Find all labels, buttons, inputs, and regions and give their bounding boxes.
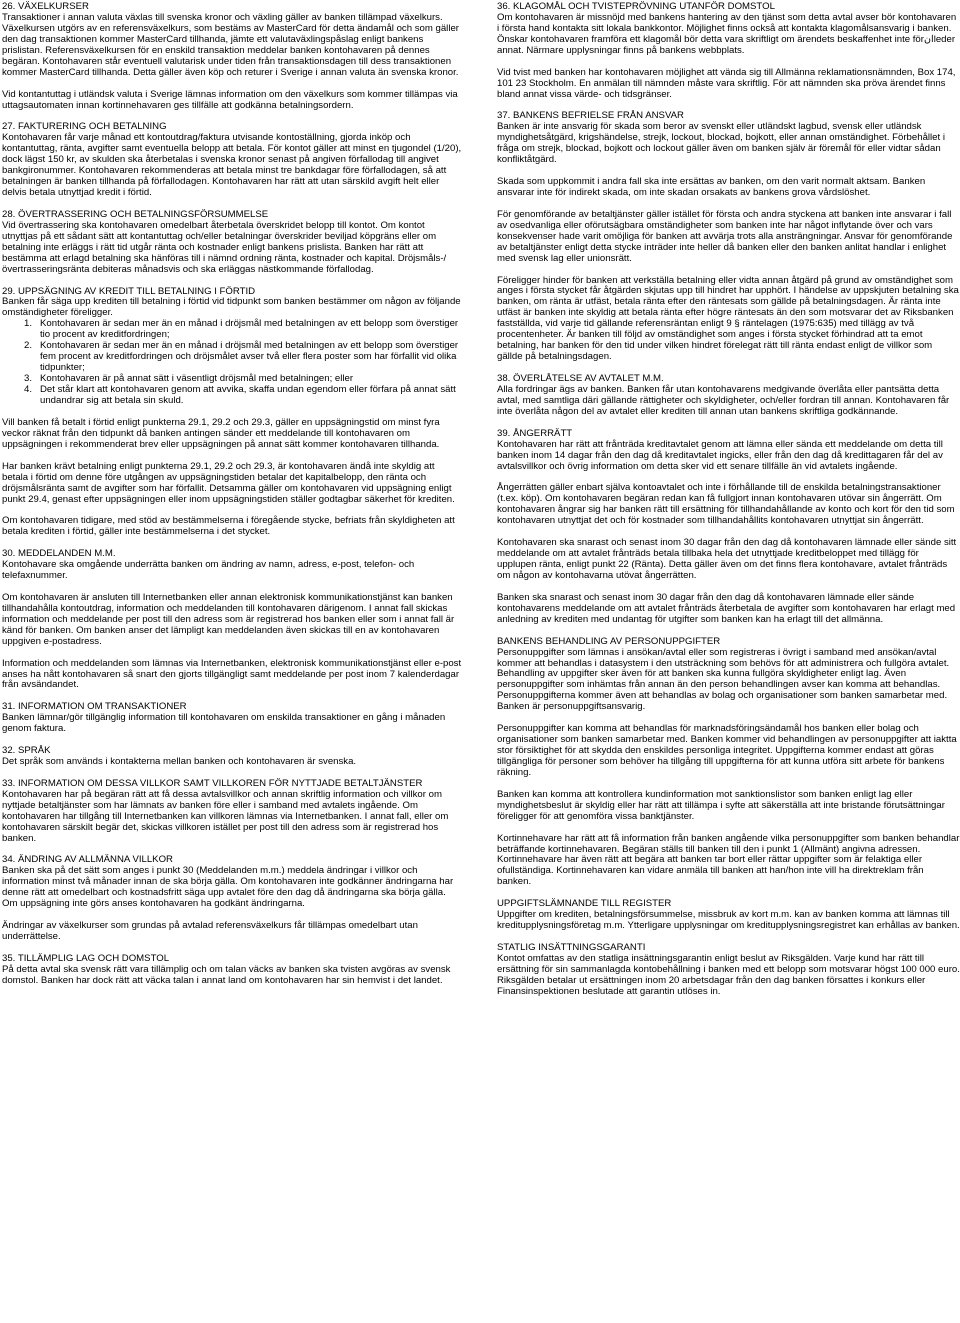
section-paragraph: Vid kontantuttag i utländsk valuta i Sverige lämnas information om den växelkurs som kommer tillämpas via uttagsautomaten innan kortinnehavaren ges tillfälle att godkänna betalningsordern. — [2, 88, 458, 111]
section-paragraph: Skada som uppkommit i andra fall ska inte ersättas av banken, om den varit normalt aktsam. Banken ansvarar inte för indirekt skada, om inte skadan orsakats av bankens grova vårdslöshet. — [497, 176, 926, 199]
section-paragraph: Vid övertrassering ska kontohavaren omedelbart återbetala överskridet belopp till kontot. Om kontot utnyttjas på ett sådant sätt att kontantuttag och/eller betalningar överskrider beviljad köpgräns eller om betalning inte erläggs i rätt tid utgår ränta och kostnader enligt bankens prislista. Banken har rätt att bestämma att erlagd betalning ska hänföras till i nämnd ordning ränta, kostnader och kapital. Dröjsmåls-/övertrasseringsränta debiteras månadsvis och ska erläggas nästkommande förfallodag. — [2, 219, 447, 275]
section-39-angerratt — [497, 429, 960, 626]
list-item — [2, 385, 462, 407]
section-paragraph: Kortinnehavare har rätt att få information från banken angående vilka personuppgifter som banken behandlar beträffande kortinnehavaren. Begäran ställs till banken till den i punkt 1 (Allmänt) angivna adressen. Kortinnehavare har även rätt att begära att banken tar bort eller rättar uppgifter som är felaktiga eller ofullständiga. Kortinnehavaren kan vidare anmäla till banken att han/hon inte vill ha direktreklam från banken. — [497, 832, 960, 888]
section-heading: 32. SPRÅK — [2, 745, 51, 757]
list-item-number: 2. — [23, 340, 32, 352]
section-paragraph: Det språk som används i kontakterna mellan banken och kontohavaren är svenska. — [2, 756, 357, 768]
section-heading: 39. ÅNGERRÄTT — [497, 427, 573, 439]
section-paragraph: Banken kan komma att kontrollera kundinformation mot sanktionslistor som banken enligt lag eller myndighetsbeslut är skyldig eller har rätt att tillämpa i syfte att säkerställa att inte bristande förutsättningar föreligger för att genomföra vissa banktjänster. — [497, 788, 945, 822]
section-heading: 33. INFORMATION OM DESSA VILLKOR SAMT VILLKOREN FÖR NYTTJADE BETALTJÄNSTER — [2, 777, 423, 789]
section-paragraph: Alla fordringar ägs av banken. Banken får utan kontohavarens medgivande överlåta eller pantsätta detta avtal, med samtliga däri gällande rättigheter och skyldigheter, och/eller fordran till annan. Kontohavaren får inte överlåta någon del av avtalet eller krediten till annan utan bankens skriftliga godkännande. — [497, 383, 950, 417]
section-paragraph: Ångerrätten gäller enbart själva kontoavtalet och inte i förhållande till de enskilda betalningstransaktioner (t.ex. köp). Om kontohavaren begäran redan kan få fullgjort innan kontohavaren utövar sin ångerrätt. Om kontohavaren ångrar sig har banken rätt till ersättning för tillhandahållande av konto och kort för den tid som kontohavaren utnyttjat det och för kostnader som tillhandahållits kontohavaren utnyttjat sin ångerrätt. — [497, 482, 955, 527]
section-paragraph: Om kontohavaren är ansluten till Internetbanken eller annan elektronisk kommunikationstjänst kan banken tillhandahålla kontoutdrag, information och meddelanden till kontohavaren därigenom. I annat fall skickas information och meddelande per post till den adress som är registrerad hos banken eller som i annat fall är känd för banken. Om banken anser det lämpligt kan meddelanden även skickas till en av kontohavaren uppgiven e-postadress. — [2, 591, 455, 647]
list-item-text: Det står klart att kontohavaren genom att avvika, skaffa undan egendom eller förfara på annat sätt undandrar sig att betala sin skuld. — [40, 384, 456, 407]
left-column — [2, 2, 462, 998]
list-item-number: 4. — [23, 384, 32, 396]
section-paragraph: Transaktioner i annan valuta växlas till svenska kronor och växling gäller av banken tillämpad växelkurs. Växelkursen utgörs av en referensväxelkurs, som bestäms av MasterCard för detta ändamål och som gäller den dag transaktionen kommer MasterCard tillhanda, jämte ett valutaväxlingspåslag enligt bankens prislistan. Referensväxelkursen för en enskild transaktion meddelar banken kontohavaren på dennes begäran. Kontohavaren står eventuell valutarisk under tiden från transaktionsdagen till dess transaktionen kommer MasterCard tillhanda. Detta gäller även köp och returer i Sverige i annan valuta än svenska kronor. — [2, 11, 459, 78]
section-paragraph: Uppgifter om krediten, betalningsförsummelse, missbruk av kort m.m. kan av banken komma att lämnas till kreditupplysningsföretag m.m. Ytterligare upplysningar om kreditupplysningsregistret kan erhållas av banken. — [497, 909, 960, 932]
section-paragraph: Personuppgifter kan komma att behandlas för marknadsföringsändamål hos banken eller bolag och organisationer som banken samarbetar med. Banken kommer vid behandlingen av personuppgifter att iaktta stor försiktighet för att skydda den enskildes personliga integritet. Uppgifterna kommer endast att göras tillgängliga för personer som behöver ha tillgång till uppgifterna för att kunna utföra sitt arbete för bankens räkning. — [497, 723, 957, 778]
section-heading: 28. ÖVERTRASSERING OCH BETALNINGSFÖRSUMMELSE — [2, 208, 269, 220]
section-paragraph: Kontot omfattas av den statliga insättningsgarantin enligt beslut av Riksgälden. Varje kund har rätt till ersättning för sin sammanlagda kontobehållning i banken med ett belopp som motsvarar högst 100 000 euro. Riksgälden betalar ut ersättningen inom 20 arbetsdagar från den dag banken försattes i konkurs eller Finansinspektionen beslutade att garantin utlöses in. — [497, 952, 960, 997]
section-heading: BANKENS BEHANDLING AV PERSONUPPGIFTER — [497, 635, 721, 647]
section-heading: 29. UPPSÄGNING AV KREDIT TILL BETALNING I FÖRTID — [2, 285, 256, 297]
list-item-number: 3. — [23, 373, 32, 385]
section-heading: 27. FAKTURERING OCH BETALNING — [2, 121, 167, 133]
section-paragraph: Kontohavare ska omgående underrätta banken om ändring av namn, adress, e-post, telefon- och telefaxnummer. — [2, 559, 415, 582]
section-36-klagomal — [497, 2, 960, 101]
section-heading: 36. KLAGOMÅL OCH TVISTEPRÖVNING UTANFÖR DOMSTOL — [497, 1, 775, 12]
section-30-meddelanden — [2, 549, 462, 691]
section-33-information-villkor — [2, 779, 462, 845]
section-paragraph: Banken ska på det sätt som anges i punkt 30 (Meddelanden m.m.) meddela ändringar i villkor och information minst två månader innan de ska börja gälla. Om kontohavaren inte godkänner ändringarna har denne rätt att omedelbart och kostnadsfritt säga upp avtalet före den dag då ändringarna ska börja gälla. Om uppsägning inte görs anses kontohavaren ha godkänt ändringarna. — [2, 865, 454, 910]
section-34-andring-villkor — [2, 855, 462, 943]
section-heading: UPPGIFTSLÄMNANDE TILL REGISTER — [497, 898, 672, 910]
section-paragraph: Om kontohavaren är missnöjd med bankens hantering av den tjänst som detta avtal avser bör kontohavaren i första hand kontakta sitt lokala bankkontor. Möjlighet finns också att kontakta klagomålsansvarig i banken. Önskar kontohavaren framföra ett klagomål bör detta vara skriftligt om ärendets beskaffenhet inte förانleder annat. Närmare upplysningar finns på bankens webbplats. — [497, 11, 957, 56]
section-31-information-transaktioner — [2, 702, 462, 735]
section-paragraph: Banken ska snarast och senast inom 30 dagar från den dag då kontohavaren lämnade eller sände kontohavarens meddelande om att avtalet frånträds återbetala de avgifter som kontohavaren har erlagt med anledning av krediten med undantag för utgifter som banken kan ha erlagt till det allmänna. — [497, 591, 956, 625]
right-column — [497, 2, 960, 1009]
section-insattningsgaranti — [497, 943, 960, 998]
list-item-text: Kontohavaren är på annat sätt i väsentligt dröjsmål med betalningen; eller — [40, 373, 354, 385]
section-paragraph: Föreligger hinder för banken att verkställa betalning eller vidta annan åtgärd på grund av omständighet som anges i första stycket får åtgärden skjutas upp till hindret har upphört. I händelse av uppskjuten betalning ska banken, om ränta är utfäst, betala ränta efter den räntesats som gällde på betalningsdagen. Är ränta inte utfäst är banken inte skyldig att betala ränta efter högre räntesats än den som motsvarar det av Riksbanken fastställda, vid varje tid gällande referensräntan enligt 9 § räntelagen (1975:635) med tillägg av två procentenheter. Är banken till följd av omständighet som anges i första stycket förhindrad att ta emot betalning, har banken för den tid under vilken hindret förelegat rätt till ränta endast enligt de villkor som gällde på betalningsdagen. — [497, 274, 959, 363]
list-item-text: Kontohavaren är sedan mer än en månad i dröjsmål med betalningen av ett belopp som överstiger fem procent av kreditfordringen och dröjsmålet avser två eller flera poster som har förfallit vid olika tidpunkter; — [40, 340, 459, 374]
section-38-overlatelse — [497, 374, 960, 418]
section-heading: 26. VÄXELKURSER — [2, 1, 89, 12]
section-paragraph: Banken är inte ansvarig för skada som beror av svenskt eller utländskt lagbud, svensk eller utländsk myndighetsåtgärd, krigshändelse, strejk, lockout, blockad, bojkott, eller annan omständighet. Förbehållet i fråga om strejk, blockad, bojkott och lockout gäller även om banken själv är föremål för eller vidtar sådan konfliktåtgärd. — [497, 121, 945, 166]
numbered-list — [2, 319, 462, 407]
section-intro: Banken får säga upp krediten till betalning i förtid vid tidpunkt som banken bestämmer om någon av följande omständigheter föreligger. — [2, 296, 461, 319]
section-paragraph: Kontohavaren har på begäran rätt att få dessa avtalsvillkor och annan skriftlig information och villkor om nyttjade betaltjänster som har lämnats av banken före eller i samband med avtalets ingående. Om kontohavaren har tillgång till Internetbanken kan villkoren lämnas via Internetbanken. I annat fall, eller om kontohavaren särskilt begär det, skickas villkoren istället per post till den adress som är registrerad hos banken. — [2, 788, 449, 844]
section-paragraph: Har banken krävt betalning enligt punkterna 29.1, 29.2 och 29.3, är kontohavaren ändå inte skyldig att betala i förtid om denne före utgången av uppsägningstiden betalar det kapitalbelopp, den ränta och dröjsmålsränta samt de avgifter som har förfallit. Detsamma gäller om kontohavaren vid uppsägning enligt punkt 29.4, genast efter uppsägningen eller inom uppsägningstiden ställer godtagbar säkerhet för krediten. — [2, 460, 455, 505]
section-28-overtrassering — [2, 210, 462, 276]
section-paragraph: Information och meddelanden som lämnas via Internetbanken, elektronisk kommunikationstjänst eller e-post anses ha nått kontohavaren så snart den gjorts tillgängligt samt meddelande per post inom 7 kalenderdagar från avsändandet. — [2, 657, 462, 691]
section-heading: 30. MEDDELANDEN M.M. — [2, 548, 116, 560]
list-item-text: Kontohavaren är sedan mer än en månad i dröjsmål med betalningen av ett belopp som överstiger tio procent av kreditfordringen; — [40, 318, 459, 341]
section-35-tillamplig-lag — [2, 954, 462, 987]
section-paragraph: Om kontohavaren tidigare, med stöd av bestämmelserna i föregående stycke, befriats från skyldigheten att betala krediten i förtid, gäller inte bestämmelserna i det stycket. — [2, 515, 455, 538]
section-paragraph: På detta avtal ska svensk rätt vara tillämplig och om talan väcks av banken ska tvisten avgöras av svensk domstol. Banken har dock rätt att väcka talan i annat land om kontohavaren har sin hemvist i det landet. — [2, 963, 451, 986]
section-uppgiftslamnande-register — [497, 899, 960, 932]
section-paragraph: Vid tvist med banken har kontohavaren möjlighet att vända sig till Allmänna reklamationsnämnden, Box 174, 101 23 Stockholm. En anmälan till nämnden måste vara skriftlig. För att nämnden ska pröva ärendet finns bland annat vissa värde- och tidsgränser. — [497, 66, 956, 100]
section-paragraph: Banken lämnar/gör tillgänglig information till kontohavaren om enskilda transaktioner en gång i månaden genom faktura. — [2, 712, 446, 735]
section-paragraph: Personuppgifter som lämnas i ansökan/avtal eller som registreras i övrigt i samband med ansökan/avtal kommer att behandlas i datasystem i den utsträckning som behövs för att administrera och fullgöra avtalet. Behandling av uppgifter sker även för att banken ska kunna fullgöra skyldigheter enligt lag. Även personuppgifter som inhämtas från annan än den person behandlingen avser kan komma att behandlas. Personuppgifterna kommer även att behandlas av bolag och organisationer som banken samarbetar med. Banken är personuppgiftsansvarig. — [497, 646, 950, 713]
section-heading: 35. TILLÄMPLIG LAG OCH DOMSTOL — [2, 952, 170, 964]
section-heading: 34. ÄNDRING AV ALLMÄNNA VILLKOR — [2, 854, 173, 866]
section-29-uppsagning — [2, 287, 462, 539]
section-heading: 38. ÖVERLÅTELSE AV AVTALET M.M. — [497, 373, 664, 385]
section-personuppgifter — [497, 637, 960, 889]
section-paragraph: Ändringar av växelkurser som grundas på avtalad referensväxelkurs får tillämpas omedelbart utan underrättelse. — [2, 920, 418, 943]
list-item-number: 1. — [23, 318, 32, 330]
section-27-fakturering — [2, 122, 462, 199]
section-heading: 31. INFORMATION OM TRANSAKTIONER — [2, 701, 187, 713]
section-32-sprak — [2, 746, 462, 768]
section-paragraph: Vill banken få betalt i förtid enligt punkterna 29.1, 29.2 och 29.3, gäller en uppsägningstid om minst fyra veckor räknat från den tidpunkt då banken antingen sänder ett meddelande till kontohavaren om uppsägningen i rekommenderat brev eller uppsägningen på annat sätt kommer kontohavaren tillhanda. — [2, 416, 440, 450]
section-37-befrielse-ansvar — [497, 111, 960, 363]
section-26-vaxelkurser — [2, 2, 462, 111]
section-paragraph: För genomförande av betaltjänster gäller istället för första och andra styckena att banken inte ansvarar i fall av osedvanliga eller oförutsägbara omständigheter som banken inte har något inflytande över och vars konsekvenser hade varit omöjliga för banken att avvärja trots alla ansträngningar. Ansvar för genomförande av betaltjänster enligt detta stycke inträder inte heller då banken eller den banken anlitat handlar i enlighet med svensk lag eller unionsrätt. — [497, 208, 953, 264]
section-heading: 37. BANKENS BEFRIELSE FRÅN ANSVAR — [497, 110, 684, 122]
section-paragraph: Kontohavaren ska snarast och senast inom 30 dagar från den dag då kontohavaren lämnade eller sände sitt meddelande om att avtalet frånträds betala tillbaka hela det utnyttjade kreditbeloppet med tillägg för upplupen ränta, enligt punkt 22 (Ränta). Detta gäller även om det finns flera kontohavare, avtalet frånträds om någon av kontohavarna utövat ångerrätten. — [497, 537, 957, 581]
list-item — [2, 341, 462, 374]
section-paragraph: Kontohavaren har rätt att frånträda kreditavtalet genom att lämna eller sända ett meddelande om detta till banken inom 14 dagar från den dag då kreditavtalet ingicks, eller från den dag då kredittagaren får del av avtalsvillkor och övrig information om detta sker vid ett senare tillfälle än vid avtalets ingående. — [497, 438, 943, 472]
section-paragraph: Kontohavaren får varje månad ett kontoutdrag/faktura utvisande kontoställning, gjorda inköp och kontantuttag, ränta, avgifter samt eventuella belopp att betala. För kontot gäller att minst en tjugondel (1/20), dock lägst 150 kr, av skulden ska återbetalas i svenska kronor senast på angiven förfallodag till angivet bankgironummer. Kontohavaren rekommenderas att betala minst tre bankdagar före förfallodagen, så att betalningen är banken tillhanda på förfallodagen. Kontohavaren har rätt att utan särskild avgift helt eller delvis betala utnyttjad kredit i förtid. — [2, 132, 462, 199]
section-heading: STATLIG INSÄTTNINGSGARANTI — [497, 941, 646, 953]
list-item — [2, 319, 462, 341]
